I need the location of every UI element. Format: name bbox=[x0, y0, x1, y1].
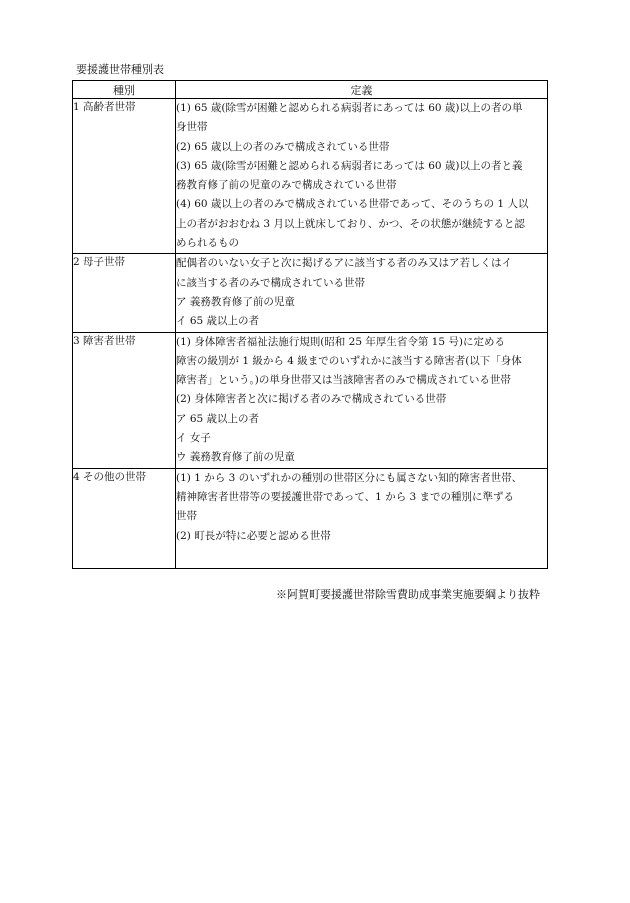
definition-line: (1) 1 から 3 のいずれかの種別の世帯区分にも属さない知的障害者世帯、 bbox=[176, 471, 523, 484]
definition-line: (4) 60 歳以上の者のみで構成されている世帯であって、そのうちの 1 人以 bbox=[176, 198, 529, 211]
header-type: 種別 bbox=[73, 81, 176, 99]
definition-line: められるもの bbox=[176, 237, 239, 250]
definition-cell bbox=[176, 99, 548, 254]
table-row-single-mother bbox=[73, 254, 548, 332]
table-title: 要援護世帯種別表 bbox=[76, 63, 164, 76]
type-cell: 2 母子世帯 bbox=[73, 254, 176, 332]
definition-line: (3) 65 歳(除雪が困難と認められる病弱者にあっては 60 歳)以上の者と義 bbox=[176, 159, 523, 172]
definition-line: 障害者」という。)の単身世帯又は当該障害者のみで構成されている世帯 bbox=[176, 374, 511, 387]
definition-line: ア 65 歳以上の者 bbox=[176, 412, 260, 425]
definition-line: 精神障害者世帯等の要援護世帯であって、1 から 3 までの種別に準ずる bbox=[176, 490, 515, 503]
table-header-row bbox=[73, 81, 548, 99]
header-definition: 定義 bbox=[176, 81, 548, 99]
definition-line: (2) 町長が特に必要と認める世帯 bbox=[176, 529, 331, 542]
type-cell: 1 高齢者世帯 bbox=[73, 99, 176, 254]
definition-line: (2) 65 歳以上の者のみで構成されている世帯 bbox=[176, 140, 390, 153]
household-type-table bbox=[72, 80, 548, 569]
source-note: ※阿賀町要援護世帯除雪費助成事業実施要綱より抜粋 bbox=[276, 588, 540, 601]
definition-cell bbox=[176, 468, 548, 568]
definition-line: 障害の級別が 1 級から 4 級までのいずれかに該当する障害者(以下「身体 bbox=[176, 354, 522, 367]
definition-line: 配偶者のいない女子と次に掲げるアに該当する者のみ又はア若しくはイ bbox=[176, 257, 512, 270]
table-row-disability bbox=[73, 332, 548, 468]
definition-line: (2) 身体障害者と次に掲げる者のみで構成されている世帯 bbox=[176, 393, 447, 406]
definition-cell bbox=[176, 332, 548, 468]
definition-line: ア 義務教育修了前の児童 bbox=[176, 295, 295, 308]
definition-line: 務教育修了前の児童のみで構成されている世帯 bbox=[176, 179, 397, 192]
definition-line: に該当する者のみで構成されている世帯 bbox=[176, 276, 365, 289]
table-row-other bbox=[73, 468, 548, 568]
definition-line: イ 65 歳以上の者 bbox=[176, 315, 260, 328]
table-row-elderly bbox=[73, 99, 548, 254]
type-cell: 4 その他の世帯 bbox=[73, 468, 176, 568]
definition-cell bbox=[176, 254, 548, 332]
type-cell: 3 障害者世帯 bbox=[73, 332, 176, 468]
definition-line: (1) 身体障害者福祉法施行規則(昭和 25 年厚生省令第 15 号)に定める bbox=[176, 335, 505, 348]
definition-line: イ 女子 bbox=[176, 432, 211, 445]
definition-line: 身世帯 bbox=[176, 121, 208, 134]
definition-line: 世帯 bbox=[176, 510, 197, 523]
definition-line: 上の者がおおむね 3 月以上就床しており、かつ、その状態が継続すると認 bbox=[176, 217, 525, 230]
definition-line: ウ 義務教育修了前の児童 bbox=[176, 451, 295, 464]
definition-line: (1) 65 歳(除雪が困難と認められる病弱者にあっては 60 歳)以上の者の単 bbox=[176, 102, 523, 114]
